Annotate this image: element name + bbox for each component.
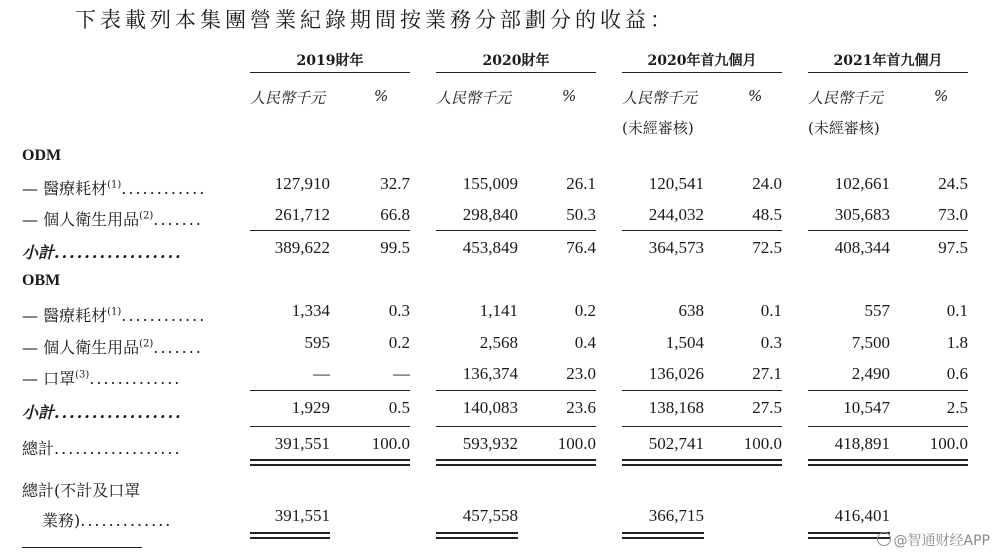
subtotal-rule — [250, 390, 410, 391]
section-odm: ODM — [22, 147, 62, 164]
header-rule — [622, 72, 782, 73]
amount-cell: 136,026 — [648, 364, 704, 383]
amount-cell: 2,568 — [479, 333, 518, 352]
subtotal-rule — [436, 390, 596, 391]
percent-cell: 72.5 — [752, 238, 782, 257]
percent-label: % — [562, 87, 577, 105]
amount-cell: 155,009 — [462, 174, 518, 193]
amount-cell: 366,715 — [648, 506, 704, 525]
percent-cell: 24.5 — [938, 174, 968, 193]
percent-cell: 0.3 — [388, 301, 410, 320]
percent-cell: 32.7 — [380, 174, 410, 193]
final-double-rule — [250, 537, 330, 539]
watermark: @智通财经APP — [877, 530, 990, 550]
amount-cell: 418,891 — [834, 434, 890, 453]
percent-cell: 100.0 — [929, 434, 968, 453]
amount-cell: 10,547 — [843, 398, 890, 417]
total-double-rule — [250, 464, 410, 466]
percent-cell: 23.0 — [566, 364, 596, 383]
amount-cell: 389,622 — [274, 238, 330, 257]
amount-cell: 102,661 — [834, 174, 890, 193]
amount-cell: 453,849 — [462, 238, 518, 257]
percent-label: % — [934, 87, 949, 105]
row-label-obm-subtotal: 小計................. — [22, 403, 183, 422]
percent-cell: 0.6 — [946, 364, 968, 383]
amount-cell: 408,344 — [834, 238, 890, 257]
amount-cell: 391,551 — [274, 434, 330, 453]
row-label-odm-hygiene: — 個人衛生用品$^{(2)}$....... — [22, 210, 203, 229]
final-double-rule — [250, 532, 330, 534]
percent-cell: 48.5 — [752, 205, 782, 224]
total-top-rule — [622, 426, 782, 427]
total-top-rule — [436, 426, 596, 427]
amount-cell: — — [313, 364, 330, 383]
final-double-rule — [436, 537, 518, 539]
amount-cell: 638 — [678, 301, 704, 320]
percent-cell: 27.1 — [752, 364, 782, 383]
subtotal-rule — [622, 230, 782, 231]
percent-cell: 0.4 — [574, 333, 596, 352]
amount-cell: 416,401 — [834, 506, 890, 525]
percent-label: % — [374, 87, 389, 105]
total-double-rule — [436, 464, 596, 466]
percent-cell: 24.0 — [752, 174, 782, 193]
footnote-rule — [22, 547, 142, 548]
final-double-rule — [622, 532, 704, 534]
amount-cell: 595 — [304, 333, 330, 352]
amount-cell: 557 — [864, 301, 890, 320]
watermark-logo-icon — [877, 532, 891, 546]
final-double-rule — [622, 537, 704, 539]
unit-label: 人民幣千元 — [622, 89, 698, 107]
total-double-rule — [622, 459, 782, 461]
row-label-total: 總計.................. — [22, 439, 182, 458]
col-header-2020: 2020財年 — [482, 53, 550, 69]
amount-cell: 244,032 — [648, 205, 704, 224]
percent-cell: 0.1 — [946, 301, 968, 320]
percent-cell: 1.8 — [946, 333, 968, 352]
percent-cell: 0.2 — [388, 333, 410, 352]
percent-cell: 66.8 — [380, 205, 410, 224]
percent-cell: 0.5 — [388, 398, 410, 417]
row-label-obm-hygiene: — 個人衛生用品$^{(2)}$....... — [22, 338, 203, 357]
row-label-obm-medical: — 醫療耗材$^{(1)}$............ — [22, 306, 207, 325]
percent-cell: 26.1 — [566, 174, 596, 193]
percent-cell: 99.5 — [380, 238, 410, 257]
percent-cell: 100.0 — [743, 434, 782, 453]
percent-cell: 27.5 — [752, 398, 782, 417]
percent-cell: 0.2 — [574, 301, 596, 320]
percent-cell: 23.6 — [566, 398, 596, 417]
total-top-rule — [250, 426, 410, 427]
amount-cell: 305,683 — [834, 205, 890, 224]
percent-cell: 76.4 — [566, 238, 596, 257]
col-header-2021-9m: 2021年首九個月 — [833, 53, 943, 69]
row-label-total-ex-masks: 總計(不計及口罩 — [22, 481, 141, 500]
total-double-rule — [808, 464, 968, 466]
subtotal-rule — [622, 390, 782, 391]
amount-cell: 298,840 — [462, 205, 518, 224]
row-label-total-ex-masks-2: 業務)............. — [42, 511, 173, 530]
percent-cell: 100.0 — [557, 434, 596, 453]
col-header-2020-9m: 2020年首九個月 — [647, 53, 757, 69]
amount-cell: 140,083 — [462, 398, 518, 417]
unit-label: 人民幣千元 — [808, 89, 884, 107]
subtotal-rule — [808, 390, 968, 391]
percent-cell: 0.3 — [760, 333, 782, 352]
amount-cell: 1,141 — [479, 301, 518, 320]
percent-cell: 50.3 — [566, 205, 596, 224]
percent-cell: 73.0 — [938, 205, 968, 224]
final-double-rule — [436, 532, 518, 534]
amount-cell: 1,334 — [291, 301, 330, 320]
amount-cell: 364,573 — [648, 238, 704, 257]
unit-label: 人民幣千元 — [436, 89, 512, 107]
row-label-odm-subtotal: 小計................. — [22, 243, 183, 262]
amount-cell: 593,932 — [462, 434, 518, 453]
header-rule — [436, 72, 596, 73]
total-double-rule — [250, 459, 410, 461]
amount-cell: 502,741 — [648, 434, 704, 453]
col-header-2019: 2019財年 — [296, 53, 364, 69]
amount-cell: 138,168 — [648, 398, 704, 417]
percent-label: % — [748, 87, 763, 105]
amount-cell: 261,712 — [274, 205, 330, 224]
percent-cell: 0.1 — [760, 301, 782, 320]
header-rule — [808, 72, 968, 73]
amount-cell: 7,500 — [851, 333, 890, 352]
row-label-odm-medical: — 醫療耗材$^{(1)}$............ — [22, 179, 207, 198]
percent-cell: 97.5 — [938, 238, 968, 257]
unaudited-label: (未經審核) — [808, 119, 880, 137]
amount-cell: 120,541 — [648, 174, 704, 193]
total-double-rule — [808, 459, 968, 461]
total-top-rule — [808, 426, 968, 427]
amount-cell: 1,504 — [665, 333, 704, 352]
subtotal-rule — [436, 230, 596, 231]
unit-label: 人民幣千元 — [250, 89, 326, 107]
header-rule — [250, 72, 410, 73]
unaudited-label: (未經審核) — [622, 119, 694, 137]
intro-text: 下表載列本集團營業紀錄期間按業務分部劃分的收益： — [75, 8, 675, 32]
subtotal-rule — [808, 230, 968, 231]
amount-cell: 2,490 — [851, 364, 890, 383]
section-obm: OBM — [22, 272, 61, 289]
percent-cell: 2.5 — [946, 398, 968, 417]
percent-cell: 100.0 — [371, 434, 410, 453]
total-double-rule — [622, 464, 782, 466]
total-double-rule — [436, 459, 596, 461]
row-label-obm-masks: — 口罩$^{(3)}$............. — [22, 369, 182, 388]
amount-cell: 1,929 — [291, 398, 330, 417]
amount-cell: 136,374 — [462, 364, 518, 383]
percent-cell: — — [393, 364, 410, 383]
amount-cell: 457,558 — [462, 506, 518, 525]
subtotal-rule — [250, 230, 410, 231]
amount-cell: 391,551 — [274, 506, 330, 525]
amount-cell: 127,910 — [274, 174, 330, 193]
